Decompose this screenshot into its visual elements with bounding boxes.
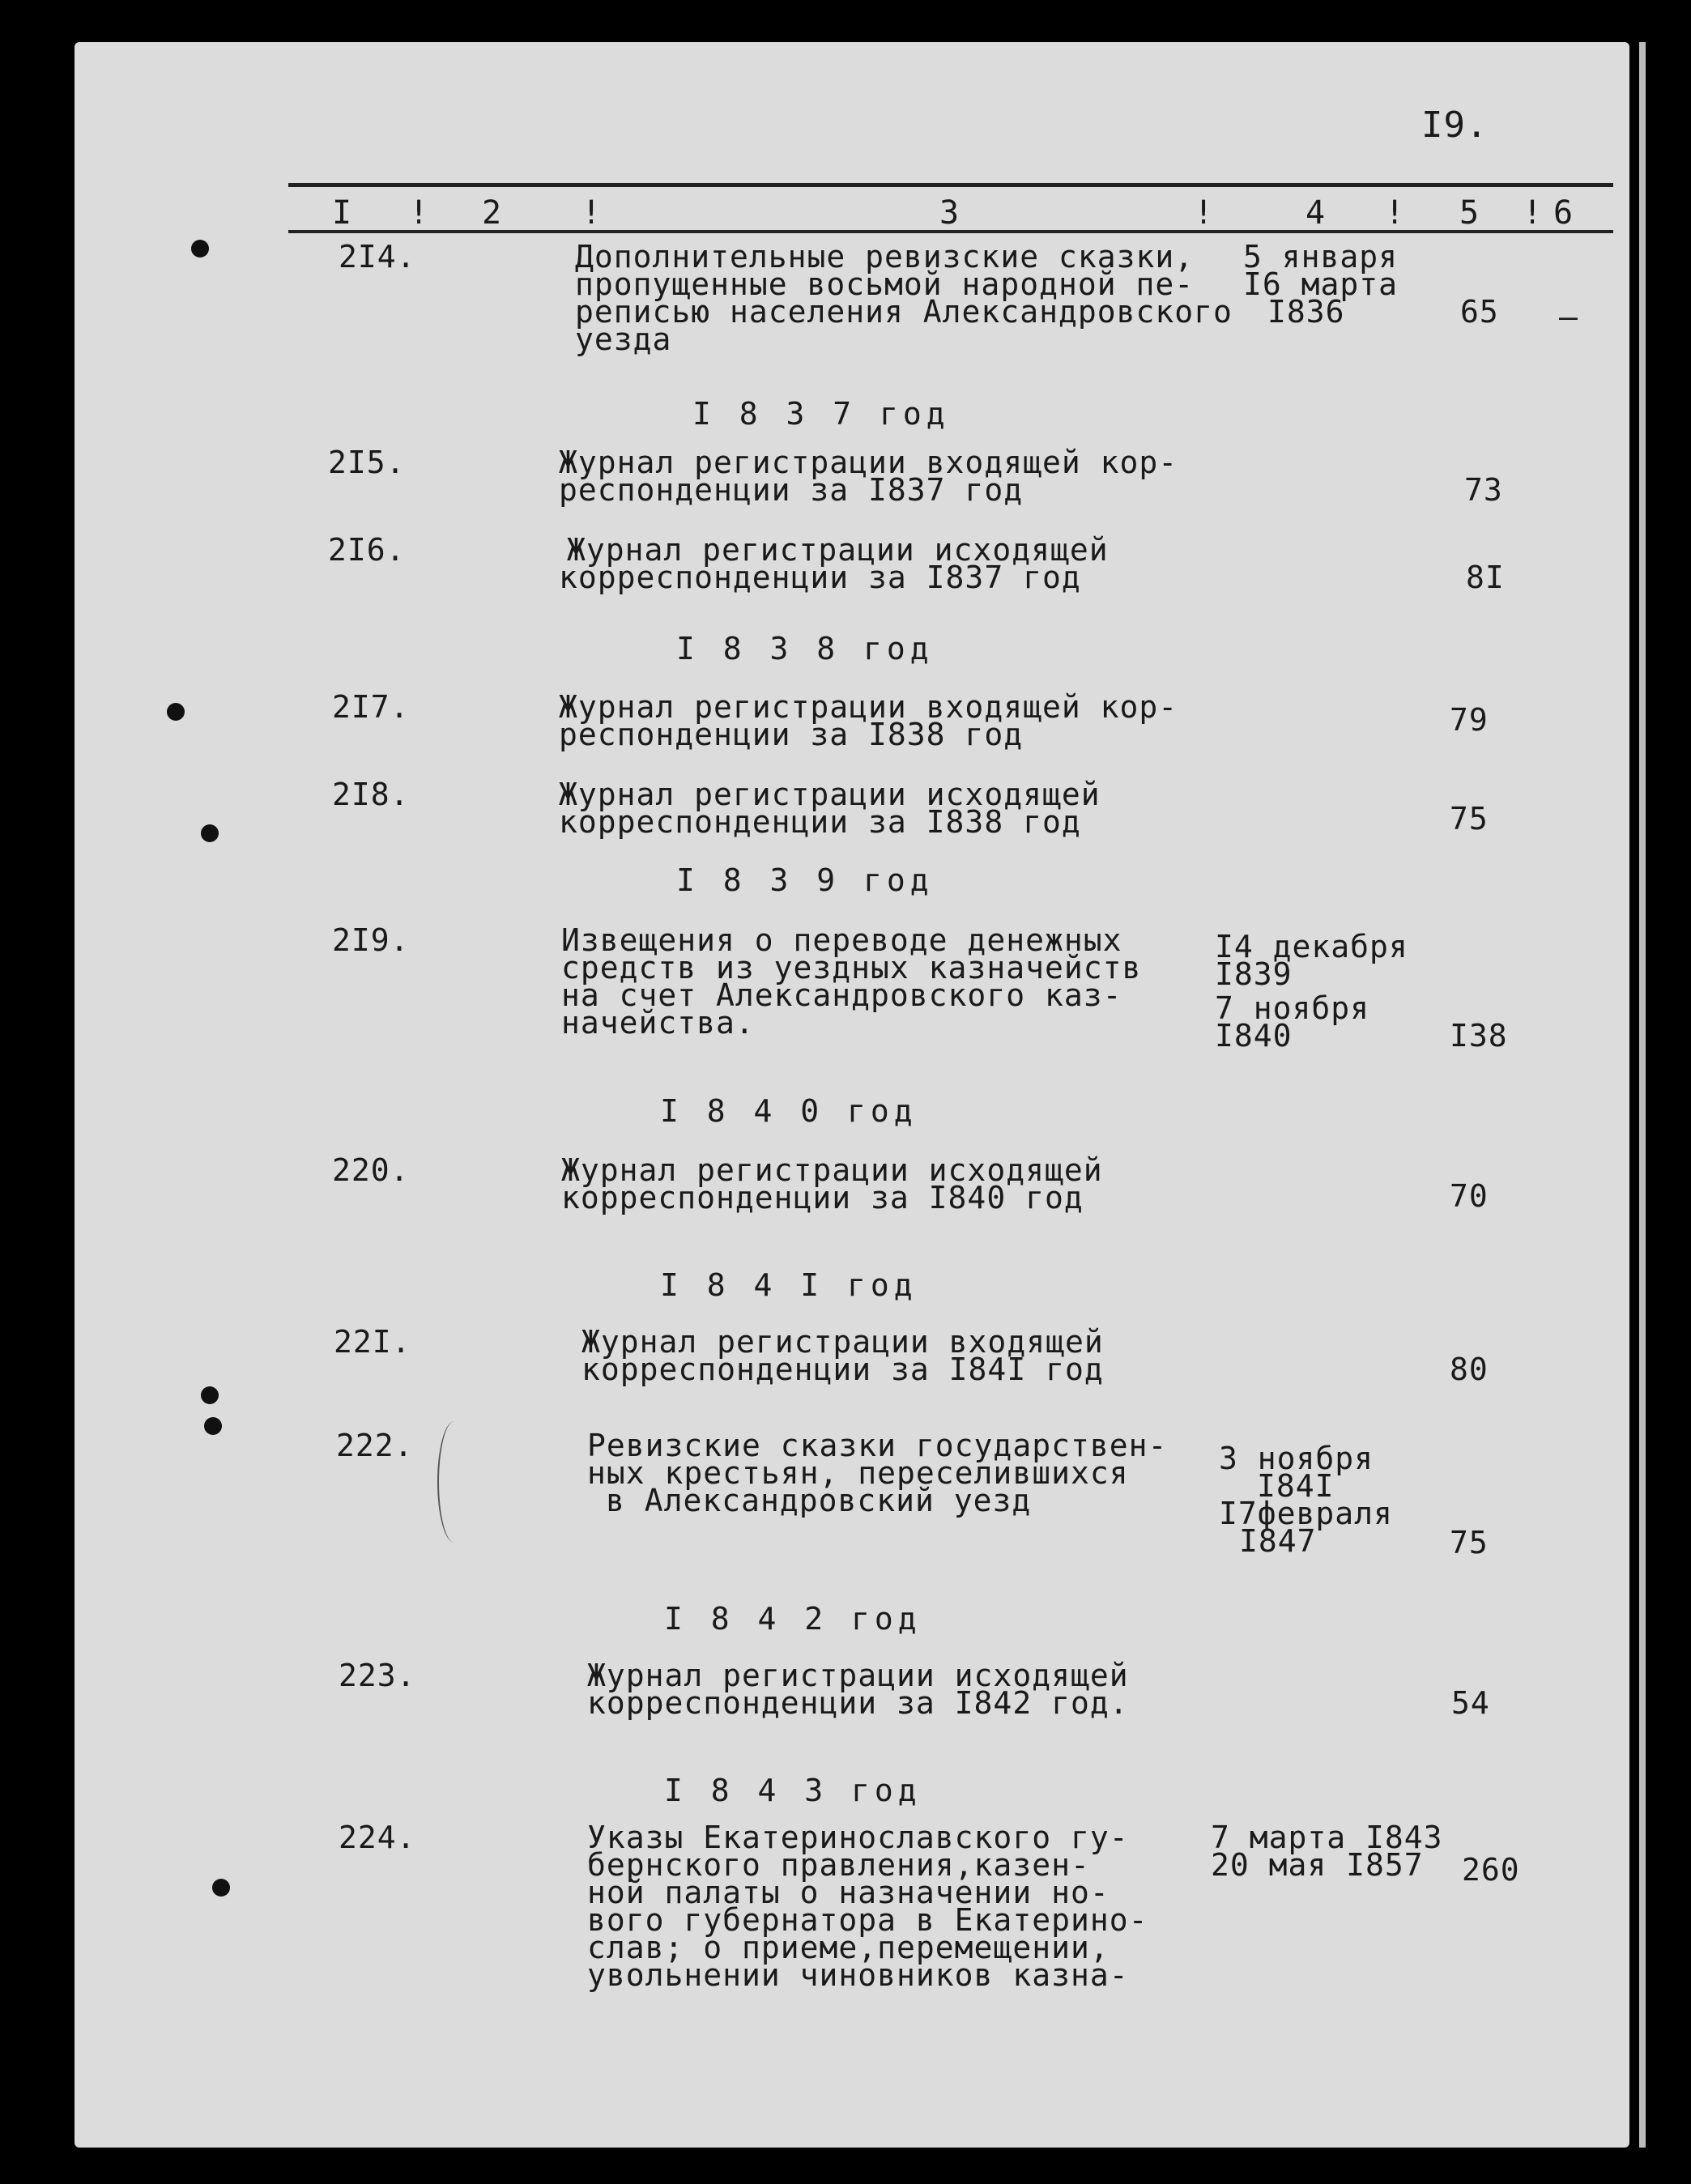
entry-title-line: Указы Екатеринославского гу-	[587, 1820, 1129, 1855]
header-col-6: 6	[1553, 194, 1574, 232]
year-heading: I 8 3 7 год	[692, 396, 950, 432]
year-heading: I 8 4 3 год	[664, 1773, 922, 1808]
entry-date-line: I6 марта	[1243, 266, 1399, 302]
entry-sheet-count: 73	[1464, 472, 1503, 508]
entry-date-line: 5 января	[1243, 239, 1399, 275]
entry-date-line: 7 ноября	[1215, 990, 1370, 1026]
entry-sheet-count: 75	[1450, 1525, 1489, 1560]
entry-title-line: Журнал регистрации исходящей	[561, 1152, 1103, 1188]
entry-title-line: Журнал регистрации входящей кор-	[559, 445, 1178, 480]
entry-title-line: корреспонденции за I838 год	[559, 804, 1081, 840]
entry-title-line: начейства.	[561, 1005, 755, 1041]
entry-title-line: Журнал регистрации исходящей	[587, 1658, 1129, 1693]
entry-date-line: I840	[1215, 1018, 1293, 1054]
entry-title-line: ной палаты о назначении но-	[587, 1875, 1110, 1910]
entry-date-line: I4 декабря	[1215, 929, 1408, 964]
entry-title-line: корреспонденции за I840 год	[561, 1180, 1084, 1215]
entry-title-line: Журнал регистрации исходящей	[559, 777, 1101, 812]
year-heading: I 8 4 2 год	[664, 1601, 922, 1637]
entry-title-line: увольнении чиновников казна-	[587, 1957, 1129, 1993]
entry-number: 224.	[339, 1820, 416, 1855]
entry-title-line: на счет Александровского каз-	[561, 977, 1122, 1013]
year-heading: I 8 3 9 год	[676, 862, 934, 898]
entry-title-line: ных крестьян, переселившихся	[587, 1455, 1129, 1491]
entry-title-line: Дополнительные ревизские сказки,	[575, 239, 1195, 275]
entry-title-line: Журнал регистрации входящей	[581, 1324, 1104, 1360]
header-col-3: 3	[939, 194, 960, 232]
entry-date-line: 20 мая I857	[1211, 1847, 1424, 1883]
entry-number: 2I6.	[328, 532, 406, 568]
entry-number: 2I7.	[332, 689, 410, 725]
entry-title-line: Журнал регистрации входящей кор-	[559, 689, 1178, 725]
entry-date-line: I84I	[1257, 1468, 1335, 1504]
entry-date-line: 3 ноября	[1219, 1441, 1374, 1476]
entry-title-line: бернского правления,казен-	[587, 1847, 1090, 1883]
entry-number: 2I9.	[332, 922, 410, 958]
entry-date-line: I839	[1215, 956, 1293, 992]
header-col-5: 5	[1459, 194, 1480, 232]
header-sep: !	[409, 194, 429, 232]
punch-hole	[201, 824, 219, 842]
year-heading: I 8 4 I год	[660, 1267, 918, 1303]
entry-sheet-count: 65	[1460, 294, 1499, 330]
header-sep: !	[1523, 194, 1543, 232]
punch-hole	[212, 1879, 230, 1897]
entry-title-line: средств из уездных казначейств	[561, 950, 1142, 986]
entry-title-line: вого губернатора в Екатерино-	[587, 1902, 1148, 1938]
header-col-4: 4	[1306, 194, 1326, 232]
entry-title-line: корреспонденции за I84I год	[581, 1352, 1104, 1387]
entry-sheet-count: I38	[1450, 1018, 1508, 1054]
entry-col6: –	[1559, 299, 1578, 334]
entry-number: 2I5.	[328, 445, 406, 480]
entry-sheet-count: 80	[1450, 1352, 1489, 1387]
header-sep: !	[1385, 194, 1405, 232]
entry-date-line: I836	[1267, 294, 1345, 330]
header-sep: !	[581, 194, 602, 232]
entry-title-line: корреспонденции за I837 год	[559, 560, 1081, 595]
entry-title-line: слав; о приеме,перемещении,	[587, 1930, 1110, 1965]
entry-date-line: I7февраля	[1219, 1496, 1393, 1531]
punch-hole	[191, 240, 209, 258]
punch-hole	[201, 1386, 219, 1404]
year-heading: I 8 4 0 год	[660, 1093, 918, 1129]
header-col-1: I	[332, 194, 352, 232]
page-number: I9.	[1421, 104, 1489, 146]
header-col-2: 2	[482, 194, 502, 232]
entry-sheet-count: 70	[1450, 1178, 1489, 1214]
entry-title-line: реписью населения Александровского	[575, 294, 1233, 330]
entry-sheet-count: 54	[1451, 1685, 1490, 1721]
year-heading: I 8 3 8 год	[676, 631, 934, 666]
entry-number: 2I4.	[339, 239, 416, 275]
header-rule-top	[288, 183, 1613, 187]
entry-title-line: респонденции за I837 год	[559, 472, 1024, 508]
entry-sheet-count: 260	[1462, 1852, 1520, 1888]
entry-number: 2I8.	[332, 777, 410, 812]
entry-title-line: Журнал регистрации исходящей	[567, 532, 1109, 568]
entry-date-line: 7 марта I843	[1211, 1820, 1443, 1855]
entry-sheet-count: 75	[1450, 801, 1489, 837]
header-sep: !	[1194, 194, 1214, 232]
entry-title-line: Ревизские сказки государствен-	[587, 1428, 1168, 1463]
entry-title-line: пропущенные восьмой народной пе-	[575, 266, 1195, 302]
punch-hole	[167, 703, 185, 721]
entry-title-line: Извещения о переводе денежных	[561, 922, 1122, 958]
entry-title-line: в Александровский уезд	[606, 1483, 1032, 1518]
entry-number: 222.	[336, 1428, 414, 1463]
entry-date-line: I847	[1239, 1523, 1317, 1559]
paper-crease	[437, 1421, 471, 1543]
entry-sheet-count: 8I	[1466, 560, 1505, 595]
entry-number: 223.	[339, 1658, 416, 1693]
entry-number: 220.	[332, 1152, 410, 1188]
entry-number: 22I.	[334, 1324, 411, 1360]
entry-title-line: корреспонденции за I842 год.	[587, 1685, 1129, 1721]
entry-title-line: уезда	[575, 321, 672, 357]
entry-title-line: респонденции за I838 год	[559, 717, 1024, 752]
entry-sheet-count: 79	[1450, 702, 1489, 738]
punch-hole	[204, 1417, 222, 1435]
